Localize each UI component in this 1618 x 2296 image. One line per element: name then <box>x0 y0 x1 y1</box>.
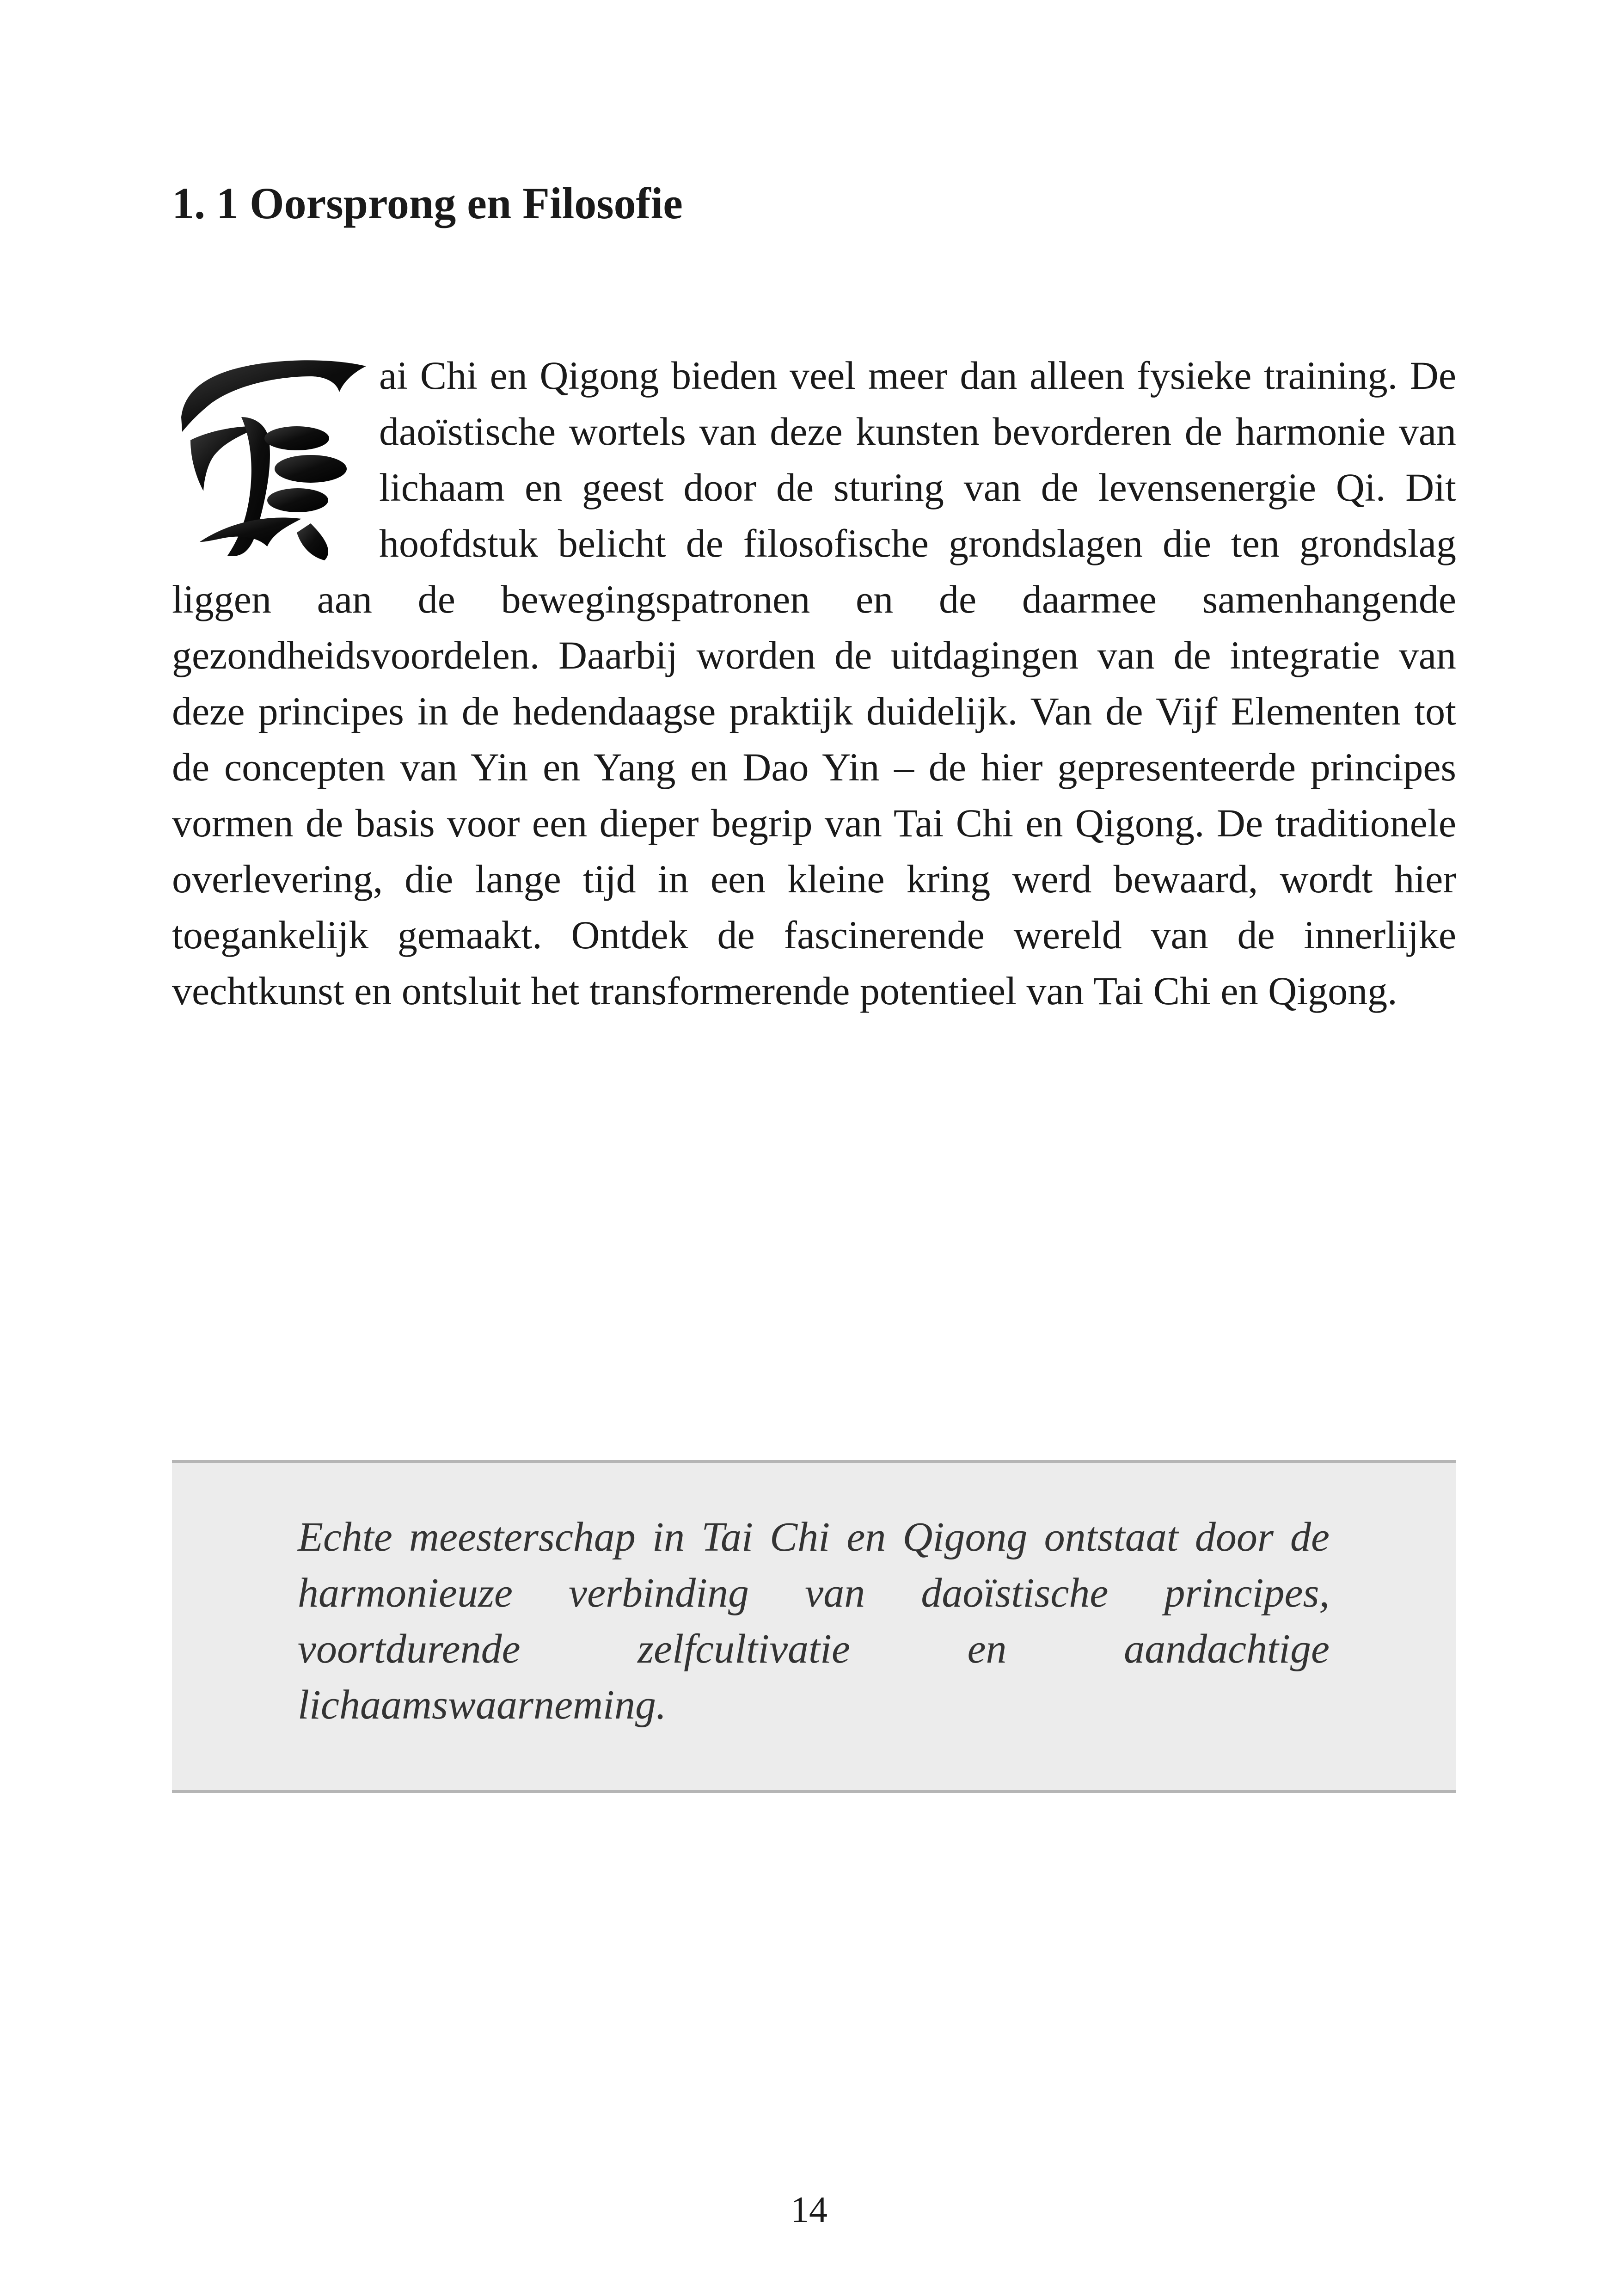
dropcap-calligraphy-icon <box>172 348 371 560</box>
dropcap-calligraphic-letter <box>172 348 379 560</box>
quote-box <box>172 1460 1456 1793</box>
quote-text: Echte meesterschap in Tai Chi en Qigong ontstaat door de harmonieuze verbinding van daoïstische principes, voortdurende zelfcultivatie en aandachtige lichaamswaarneming. <box>298 1514 1330 1728</box>
body-paragraph: ai Chi en Qigong bieden veel meer dan alleen fysieke training. De daoïstische wortels van deze kunsten bevorderen de harmonie van lichaam en geest door de sturing van de levensenergie Qi. Dit hoofdstuk belicht de filosofische grondslagen die ten grondslag liggen aan de bewegingspatronen en de daarmee samenhangende gezondheidsvoordelen. Daarbij worden de uitdagingen van de integratie van deze principes in de hedendaagse praktijk duidelijk. Van de Vijf Elementen tot de concepten van Yin en Yang en Dao Yin – de hier gepresenteerde principes vormen de basis voor een dieper begrip van Tai Chi en Qigong. De traditionele overlevering, die lange tijd in een kleine kring werd bewaard, wordt hier toegankelijk gemaakt. Ontdek de fascinerende wereld van de innerlijke vechtkunst en ontsluit het transformerende potentieel van Tai Chi en Qigong. <box>172 353 1456 1013</box>
body-section <box>172 348 1456 1019</box>
section-heading: 1. 1 Oorsprong en Filosofie <box>172 178 683 228</box>
page-number: 14 <box>791 2190 827 2230</box>
